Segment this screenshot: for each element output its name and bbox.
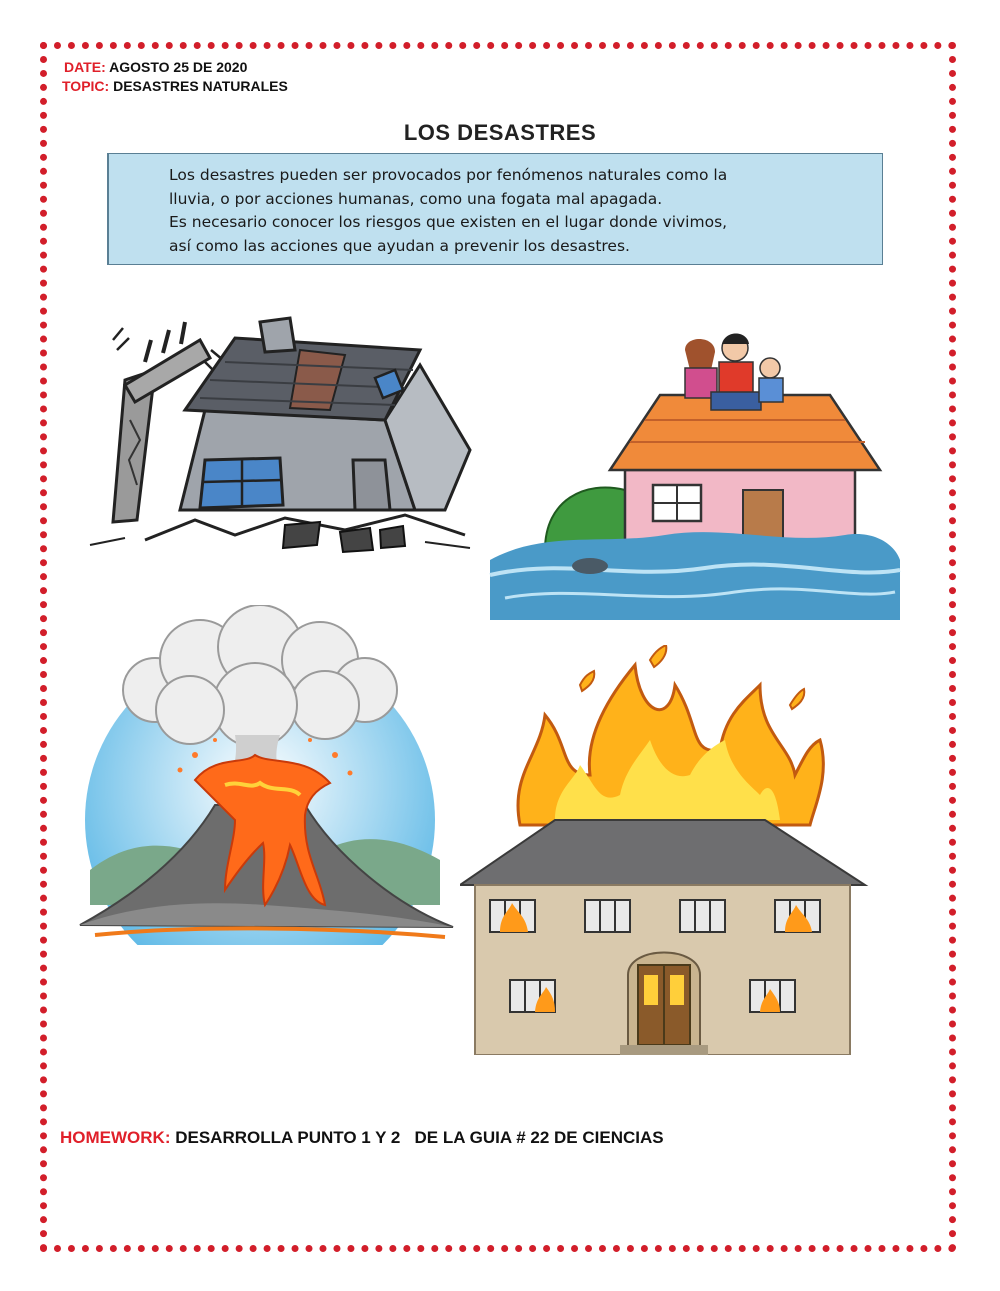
date-line [64, 58, 247, 76]
info-line: lluvia, o por acciones humanas, como una fogata mal apagada. [169, 189, 663, 208]
house-fire-icon [460, 645, 870, 1055]
date-value: AGOSTO 25 DE 2020 [109, 59, 248, 75]
info-box [107, 153, 883, 265]
topic-value: DESASTRES NATURALES [113, 78, 288, 94]
page-title: LOS DESASTRES [403, 120, 597, 145]
earthquake-house-icon [85, 310, 475, 560]
info-line: Es necesario conocer los riesgos que existen en el lugar donde vivimos, [169, 213, 728, 231]
topic-label: TOPIC: [62, 78, 110, 94]
volcano-eruption-icon [75, 605, 455, 945]
info-line: así como las acciones que ayudan a prevenir los desastres. [169, 236, 630, 255]
homework-text: DESARROLLA PUNTO 1 Y 2 DE LA GUIA # 22 DE CIENCIAS [175, 1128, 664, 1147]
flood-house-icon [485, 330, 905, 620]
date-label: DATE: [64, 59, 106, 75]
info-line: Los desastres pueden ser provocados por fenómenos naturales como la [169, 166, 728, 184]
topic-line [62, 77, 288, 95]
cropped-text-fragment [112, 266, 832, 274]
homework-label: HOMEWORK: [60, 1128, 171, 1147]
homework-line [60, 1128, 664, 1148]
